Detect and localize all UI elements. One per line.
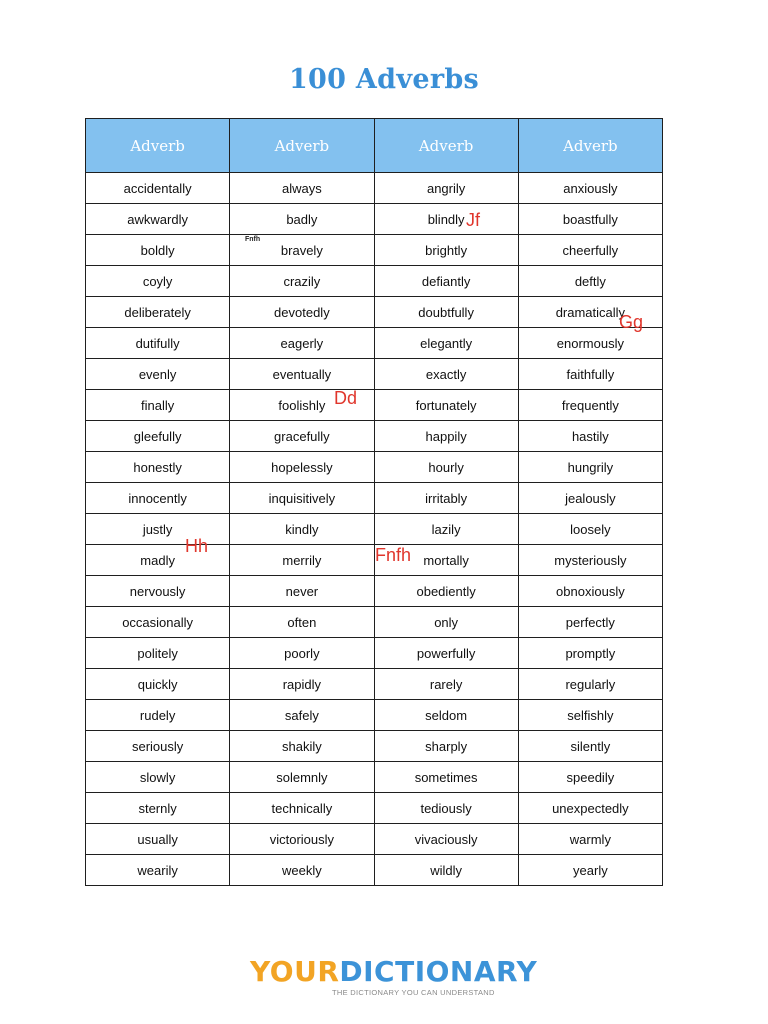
annotation-hh: Hh bbox=[185, 536, 209, 556]
table-cell: eagerly bbox=[230, 328, 374, 359]
table-cell: fortunately bbox=[374, 390, 518, 421]
table-cell: foolishly bbox=[230, 390, 374, 421]
table-cell: hourly bbox=[374, 452, 518, 483]
yourdictionary-logo bbox=[250, 955, 538, 997]
table-cell: innocently bbox=[86, 483, 230, 514]
table-row bbox=[86, 607, 663, 638]
table-row bbox=[86, 824, 663, 855]
table-cell: boldly bbox=[86, 235, 230, 266]
table-cell: loosely bbox=[518, 514, 662, 545]
table-cell: cheerfully bbox=[518, 235, 662, 266]
table-row bbox=[86, 297, 663, 328]
table-cell: doubtfully bbox=[374, 297, 518, 328]
table-cell: exactly bbox=[374, 359, 518, 390]
table-cell: often bbox=[230, 607, 374, 638]
table-row bbox=[86, 669, 663, 700]
table-cell: boastfully bbox=[518, 204, 662, 235]
table-cell: occasionally bbox=[86, 607, 230, 638]
table-row bbox=[86, 731, 663, 762]
table-cell: deftly bbox=[518, 266, 662, 297]
table-cell: honestly bbox=[86, 452, 230, 483]
table-row bbox=[86, 855, 663, 886]
table-row bbox=[86, 266, 663, 297]
table-cell: bravely bbox=[230, 235, 374, 266]
table-cell: gracefully bbox=[230, 421, 374, 452]
table-cell: politely bbox=[86, 638, 230, 669]
table-cell: crazily bbox=[230, 266, 374, 297]
annotation-fnfh: Fnfh bbox=[375, 545, 412, 565]
table-header bbox=[86, 119, 663, 173]
table-cell: coyly bbox=[86, 266, 230, 297]
table-cell: usually bbox=[86, 824, 230, 855]
table-row bbox=[86, 421, 663, 452]
table-cell: only bbox=[374, 607, 518, 638]
table-cell: hungrily bbox=[518, 452, 662, 483]
table-cell: quickly bbox=[86, 669, 230, 700]
table-cell: inquisitively bbox=[230, 483, 374, 514]
table-row bbox=[86, 359, 663, 390]
table-cell: slowly bbox=[86, 762, 230, 793]
table-cell: solemnly bbox=[230, 762, 374, 793]
annotation-fnfh-small: Fnfh bbox=[245, 236, 261, 243]
table-row bbox=[86, 204, 663, 235]
table-row bbox=[86, 638, 663, 669]
table-cell: faithfully bbox=[518, 359, 662, 390]
table-cell: weekly bbox=[230, 855, 374, 886]
table-cell: deliberately bbox=[86, 297, 230, 328]
table-cell: hastily bbox=[518, 421, 662, 452]
table-cell: poorly bbox=[230, 638, 374, 669]
table-cell: never bbox=[230, 576, 374, 607]
table-cell: eventually bbox=[230, 359, 374, 390]
page-title: 100 Adverbs bbox=[288, 64, 480, 95]
table-cell: seldom bbox=[374, 700, 518, 731]
adverb-table bbox=[85, 118, 663, 886]
table-cell: obnoxiously bbox=[518, 576, 662, 607]
table-cell: rudely bbox=[86, 700, 230, 731]
annotation-dd: Dd bbox=[334, 388, 358, 408]
table-cell: elegantly bbox=[374, 328, 518, 359]
table-cell: hopelessly bbox=[230, 452, 374, 483]
table-cell: dramatically bbox=[518, 297, 662, 328]
table-cell: wildly bbox=[374, 855, 518, 886]
table-row bbox=[86, 235, 663, 266]
table-cell: promptly bbox=[518, 638, 662, 669]
table-cell: yearly bbox=[518, 855, 662, 886]
table-cell: anxiously bbox=[518, 173, 662, 204]
table-cell: sternly bbox=[86, 793, 230, 824]
table-row bbox=[86, 793, 663, 824]
table-cell: perfectly bbox=[518, 607, 662, 638]
annotation-jf: Jf bbox=[466, 210, 481, 230]
table-cell: justly bbox=[86, 514, 230, 545]
table-row bbox=[86, 700, 663, 731]
table-row bbox=[86, 576, 663, 607]
table-cell: finally bbox=[86, 390, 230, 421]
table-cell: nervously bbox=[86, 576, 230, 607]
table-cell: shakily bbox=[230, 731, 374, 762]
column-header: Adverb bbox=[374, 119, 518, 173]
table-cell: blindly bbox=[374, 204, 518, 235]
table-cell: jealously bbox=[518, 483, 662, 514]
table-cell: awkwardly bbox=[86, 204, 230, 235]
table-cell: warmly bbox=[518, 824, 662, 855]
table-row bbox=[86, 762, 663, 793]
table-row bbox=[86, 545, 663, 576]
table-cell: angrily bbox=[374, 173, 518, 204]
table-cell: always bbox=[230, 173, 374, 204]
table-cell: technically bbox=[230, 793, 374, 824]
table-row bbox=[86, 514, 663, 545]
table-cell: mortally bbox=[374, 545, 518, 576]
table-cell: mysteriously bbox=[518, 545, 662, 576]
table-row bbox=[86, 328, 663, 359]
table-cell: sharply bbox=[374, 731, 518, 762]
table-cell: frequently bbox=[518, 390, 662, 421]
table-cell: seriously bbox=[86, 731, 230, 762]
table-row bbox=[86, 173, 663, 204]
table-cell: vivaciously bbox=[374, 824, 518, 855]
table-row bbox=[86, 452, 663, 483]
table-cell: defiantly bbox=[374, 266, 518, 297]
table-cell: badly bbox=[230, 204, 374, 235]
table-cell: madly bbox=[86, 545, 230, 576]
table-cell: happily bbox=[374, 421, 518, 452]
table-cell: victoriously bbox=[230, 824, 374, 855]
table-cell: silently bbox=[518, 731, 662, 762]
table-cell: irritably bbox=[374, 483, 518, 514]
column-header: Adverb bbox=[518, 119, 662, 173]
column-header: Adverb bbox=[230, 119, 374, 173]
column-header: Adverb bbox=[86, 119, 230, 173]
table-cell: sometimes bbox=[374, 762, 518, 793]
table-cell: selfishly bbox=[518, 700, 662, 731]
table-row bbox=[86, 390, 663, 421]
table-cell: accidentally bbox=[86, 173, 230, 204]
table-cell: speedily bbox=[518, 762, 662, 793]
table-cell: obediently bbox=[374, 576, 518, 607]
logo-dictionary-text: DICTIONARY bbox=[339, 955, 538, 988]
table-cell: safely bbox=[230, 700, 374, 731]
logo-your-text: YOUR bbox=[250, 955, 340, 988]
table-cell: tediously bbox=[374, 793, 518, 824]
table-cell: unexpectedly bbox=[518, 793, 662, 824]
table-cell: powerfully bbox=[374, 638, 518, 669]
table-cell: gleefully bbox=[86, 421, 230, 452]
header-row bbox=[86, 119, 663, 173]
annotation-gg: Gg bbox=[619, 312, 644, 332]
logo-tagline: THE DICTIONARY YOU CAN UNDERSTAND bbox=[332, 988, 495, 997]
table-cell: rapidly bbox=[230, 669, 374, 700]
table-cell: enormously bbox=[518, 328, 662, 359]
table-body bbox=[86, 173, 663, 886]
table-cell: rarely bbox=[374, 669, 518, 700]
table-cell: brightly bbox=[374, 235, 518, 266]
table-cell: kindly bbox=[230, 514, 374, 545]
table-cell: devotedly bbox=[230, 297, 374, 328]
table-cell: evenly bbox=[86, 359, 230, 390]
table-cell: dutifully bbox=[86, 328, 230, 359]
table-cell: regularly bbox=[518, 669, 662, 700]
table-cell: merrily bbox=[230, 545, 374, 576]
table-cell: lazily bbox=[374, 514, 518, 545]
table-cell: wearily bbox=[86, 855, 230, 886]
table-row bbox=[86, 483, 663, 514]
